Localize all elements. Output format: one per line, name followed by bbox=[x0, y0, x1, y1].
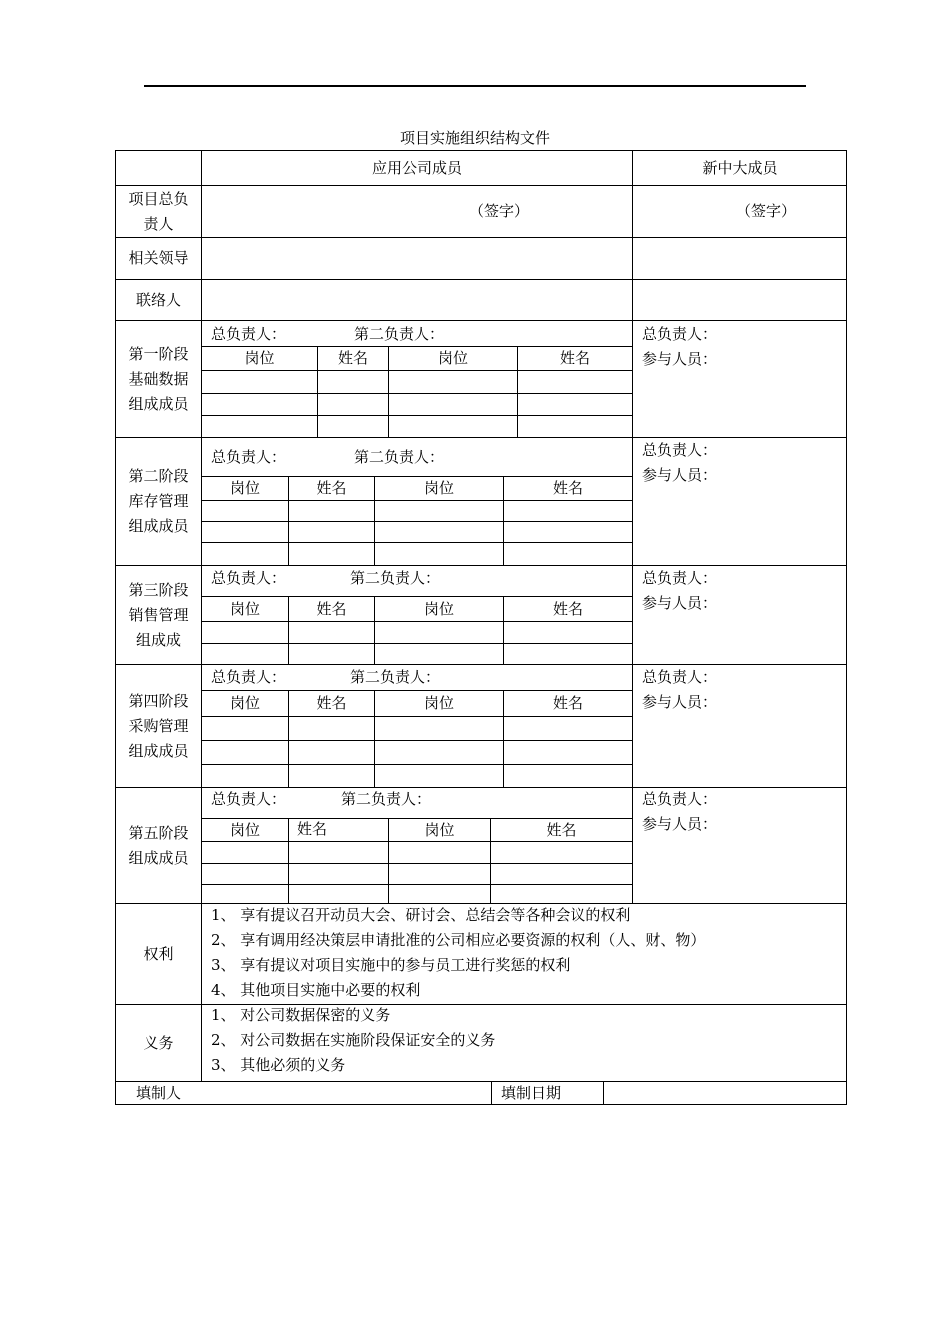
stage-3-label: 第三阶段 销售管理 组成成 bbox=[128, 580, 189, 649]
stage-4-label: 第四阶段 采购管理 组成成员 bbox=[128, 691, 189, 760]
filled-by-label: 填制人 bbox=[135, 1084, 181, 1102]
header-xzd-members: 新中大成员 bbox=[702, 158, 778, 177]
stage-2-col-name-2: 姓名 bbox=[552, 479, 583, 497]
stage-3-lead: 总负责人： bbox=[211, 569, 287, 587]
rights-item: 4、 其他项目实施中必要的权利 bbox=[211, 981, 421, 999]
stage-1-lead: 总负责人： bbox=[211, 325, 287, 343]
stage-2-col-post: 岗位 bbox=[229, 479, 260, 497]
stage-4-col-post: 岗位 bbox=[229, 694, 260, 712]
stage-3-col-name: 姓名 bbox=[316, 599, 347, 618]
stage-2-col-post-2: 岗位 bbox=[423, 479, 454, 497]
stage-5-lead: 总负责人： bbox=[211, 790, 287, 808]
rights-item: 3、 享有提议对项目实施中的参与员工进行奖惩的权利 bbox=[211, 956, 571, 974]
stage-2-participants: 参与人员： bbox=[642, 466, 718, 484]
stage-2-col-name: 姓名 bbox=[316, 479, 347, 497]
header-rule bbox=[144, 85, 806, 87]
stage-3-second-lead: 第二负责人： bbox=[350, 569, 441, 587]
rights-label: 权利 bbox=[143, 944, 174, 963]
stage-3-col-name-2: 姓名 bbox=[552, 599, 583, 618]
stage-5-col-post: 岗位 bbox=[229, 820, 260, 839]
xzd-signature: （签字） bbox=[736, 202, 797, 220]
org-structure-table bbox=[115, 150, 847, 1105]
fill-date-label: 填制日期 bbox=[501, 1084, 562, 1102]
stage-5-col-post-2: 岗位 bbox=[424, 820, 455, 839]
document-title: 项目实施组织结构文件 bbox=[399, 129, 550, 147]
stage-4-col-name: 姓名 bbox=[316, 694, 347, 712]
rights-item: 1、 享有提议召开动员大会、研讨会、总结会等各种会议的权利 bbox=[211, 906, 631, 924]
duties-list bbox=[211, 1003, 841, 1078]
stage-5-participants: 参与人员： bbox=[642, 815, 718, 833]
stage-5-col-name-2: 姓名 bbox=[546, 820, 577, 839]
stage-3-col-post: 岗位 bbox=[229, 599, 260, 618]
contact-label: 联络人 bbox=[135, 290, 181, 309]
duties-label: 义务 bbox=[143, 1033, 174, 1052]
col-divider-2 bbox=[632, 151, 633, 903]
stage-2-second-lead: 第二负责人： bbox=[354, 448, 445, 466]
stage-1-label: 第一阶段 基础数据 组成成员 bbox=[128, 344, 189, 413]
stage-2-xzd-lead: 总负责人： bbox=[642, 441, 718, 459]
stage-3-xzd-lead: 总负责人： bbox=[642, 569, 718, 587]
stage-3-participants: 参与人员： bbox=[642, 594, 718, 612]
stage-1-col-name: 姓名 bbox=[337, 349, 368, 367]
stage-5-label: 第五阶段 组成成员 bbox=[128, 823, 189, 867]
stage-4-xzd-lead: 总负责人： bbox=[642, 668, 718, 686]
stage-5-col-name: 姓名 bbox=[297, 820, 328, 838]
stage-1-col-post-2: 岗位 bbox=[437, 349, 468, 367]
stage-3-col-post-2: 岗位 bbox=[423, 599, 454, 618]
rights-list bbox=[211, 903, 841, 1003]
stage-1-participants: 参与人员： bbox=[642, 350, 718, 368]
duties-item: 2、 对公司数据在实施阶段保证安全的义务 bbox=[211, 1031, 496, 1049]
stage-1-xzd-lead: 总负责人： bbox=[642, 325, 718, 343]
stage-5-xzd-lead: 总负责人： bbox=[642, 790, 718, 808]
stage-1-col-name-2: 姓名 bbox=[559, 349, 590, 367]
stage-2-lead: 总负责人： bbox=[211, 448, 287, 466]
project-lead-label: 项目总负 责人 bbox=[128, 189, 189, 233]
duties-item: 3、 其他必须的义务 bbox=[211, 1056, 346, 1074]
app-signature: （签字） bbox=[469, 202, 530, 220]
stage-4-col-post-2: 岗位 bbox=[423, 694, 454, 712]
stage-2-label: 第二阶段 库存管理 组成成员 bbox=[128, 467, 189, 535]
stage-4-participants: 参与人员： bbox=[642, 693, 718, 711]
stage-1-second-lead: 第二负责人： bbox=[354, 325, 445, 343]
stage-4-second-lead: 第二负责人： bbox=[350, 668, 441, 686]
stage-4-col-name-2: 姓名 bbox=[552, 694, 583, 712]
stage-1-col-post: 岗位 bbox=[244, 349, 275, 367]
duties-item: 1、 对公司数据保密的义务 bbox=[211, 1006, 391, 1024]
stage-4-lead: 总负责人： bbox=[211, 668, 287, 686]
header-app-members: 应用公司成员 bbox=[371, 158, 462, 177]
leader-label: 相关领导 bbox=[128, 249, 189, 267]
rights-item: 2、 享有调用经决策层申请批准的公司相应必要资源的权利（人、财、物） bbox=[211, 931, 706, 949]
stage-5-second-lead: 第二负责人： bbox=[341, 790, 432, 808]
